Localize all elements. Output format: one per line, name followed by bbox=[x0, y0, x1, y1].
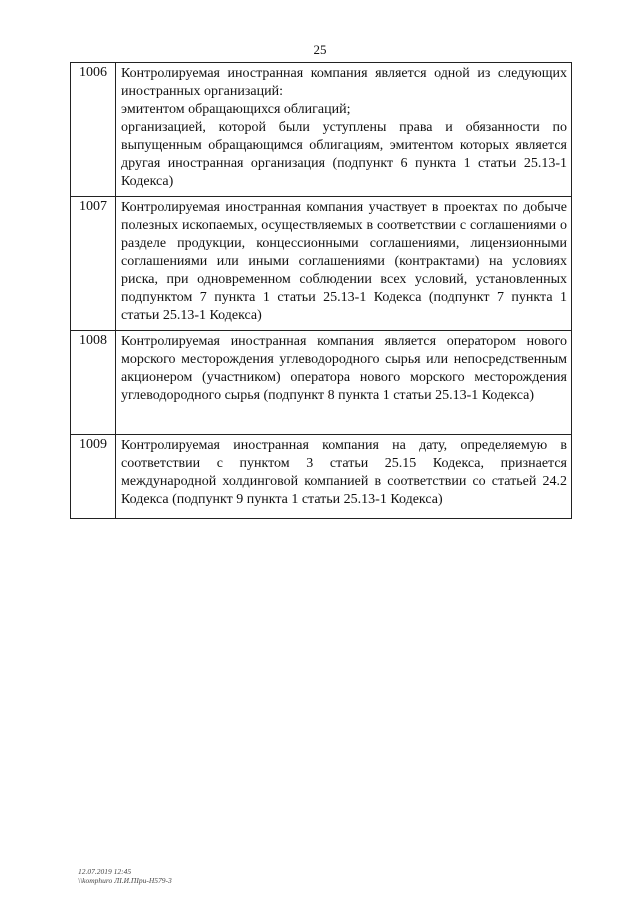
table-row bbox=[71, 63, 572, 197]
description-cell bbox=[116, 435, 572, 519]
description-paragraph: эмитентом обращающихся облигаций; bbox=[121, 102, 351, 117]
description-paragraph: Контролируемая иностранная компания является оператором нового морского месторождения углеводородного сырья или непосредственным акционером (участником) оператора нового морского месторождения углеводородного сырья (подпункт 8 пункта 1 статьи 25.13-1 Кодекса) bbox=[121, 334, 567, 403]
description-paragraph: Контролируемая иностранная компания на дату, определяемую в соответствии с пунктом 3 статьи 25.15 Кодекса, признается международной холдинговой компанией в соответствии со статьей 24.2 Кодекса (подпункт 9 пункта 1 статьи 25.13-1 Кодекса) bbox=[121, 438, 567, 507]
description-paragraph: Контролируемая иностранная компания участвует в проектах по добыче полезных ископаемых, осуществляемых в соответствии с соглашениями о разделе продукции, концессионными соглашениями, лицензионными соглашениями или иными соглашениями (контрактами) на условиях риска, при одновременном соблюдении всех условий, установленных подпунктом 7 пункта 1 статьи 25.13-1 Кодекса (подпункт 7 пункта 1 статьи 25.13-1 Кодекса) bbox=[121, 200, 567, 323]
footer-timestamp: 12.07.2019 12:45 bbox=[78, 867, 132, 876]
table-row bbox=[71, 435, 572, 519]
description-cell bbox=[116, 331, 572, 435]
table-row bbox=[71, 197, 572, 331]
page-number: 25 bbox=[313, 42, 327, 57]
description-paragraph: Контролируемая иностранная компания является одной из следующих иностранных организаций: bbox=[121, 66, 567, 99]
code-cell: 1008 bbox=[71, 331, 116, 435]
description-cell bbox=[116, 197, 572, 331]
code-cell: 1007 bbox=[71, 197, 116, 331]
table-row bbox=[71, 331, 572, 435]
description-cell bbox=[116, 63, 572, 197]
description-paragraph: организацией, которой были уступлены права и обязанности по выпущенным обращающимся облигациям, эмитентом которых является другая иностранная организация (подпункт 6 пункта 1 статьи 25.13-1 Кодекса) bbox=[121, 120, 567, 189]
codes-table bbox=[70, 62, 572, 519]
code-cell: 1009 bbox=[71, 435, 116, 519]
code-cell: 1006 bbox=[71, 63, 116, 197]
document-footer bbox=[78, 867, 172, 885]
footer-file-path: \\komphuro ЛI.И.ПIри-Н579-3 bbox=[78, 876, 172, 885]
